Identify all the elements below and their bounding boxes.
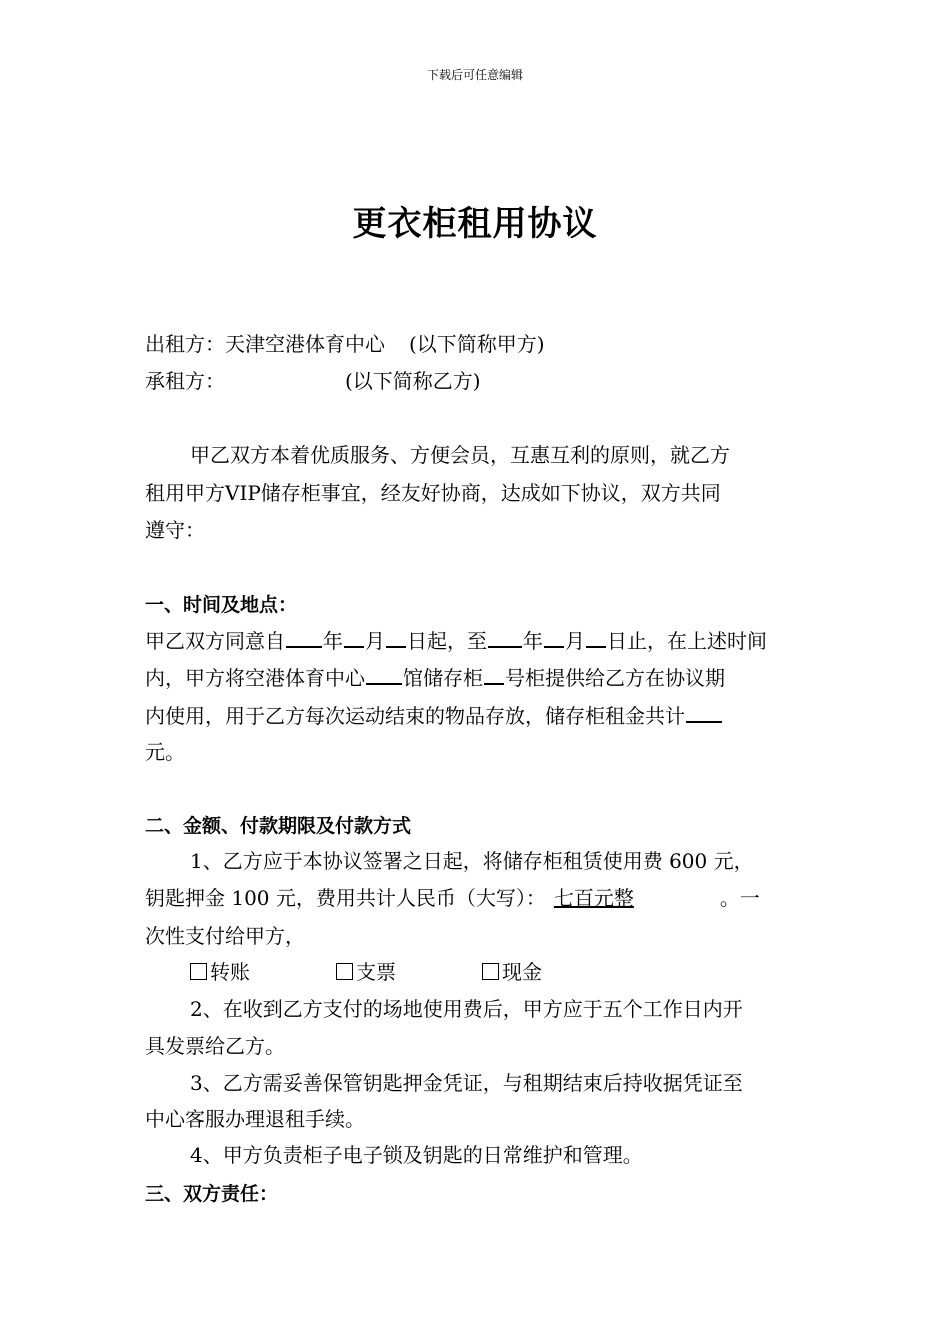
payment-option-transfer[interactable] [190,958,336,986]
lessor-abbr: (以下简称甲方) [409,332,545,356]
s1-l2-c: 号柜提供给乙方在协议期 [505,666,725,690]
blank-start-month[interactable] [344,626,364,648]
amount-in-words[interactable]: 七百元整 [553,886,634,910]
blank-start-year[interactable] [286,626,322,648]
lessor-line [145,330,545,358]
section2-p3-line-2: 中心客服办理退租手续。 [145,1107,365,1131]
s1-l2-a: 内，甲方将空港体育中心 [145,666,365,690]
section2-p2-line-2: 具发票给乙方。 [145,1034,285,1058]
document-title: 更衣柜租用协议 [352,204,598,244]
s1-l2-b: 馆储存柜 [403,666,483,690]
blank-end-year[interactable] [488,626,522,648]
lessee-abbr: (以下简称乙方) [345,369,481,393]
s1-month: 月 [365,629,385,653]
intro-line-2: 租用甲方VIP储存柜事宜，经友好协商，达成如下协议，双方共同 [145,481,721,505]
payment-option-cash[interactable] [482,960,542,984]
section3-heading: 三、双方责任： [145,1183,279,1205]
section2-p2-line-1: 2、在收到乙方支付的场地使用费后，甲方应于五个工作日内开 [190,997,743,1021]
option-transfer-label: 转账 [210,960,250,984]
checkbox-cash[interactable] [482,963,499,980]
intro-line-1: 甲乙双方本着优质服务、方便会员，互惠互利的原则，就乙方 [190,443,730,467]
section2-p4-line-1: 4、甲方负责柜子电子锁及钥匙的日常维护和管理。 [190,1143,643,1167]
section1-line-4: 元。 [145,740,185,764]
section2-p1-line-2 [145,884,760,912]
section2-p3-line-1: 3、乙方需妥善保管钥匙押金凭证，与租期结束后持收据凭证至 [190,1071,743,1095]
blank-start-day[interactable] [386,626,406,648]
lessee-line [145,367,481,395]
blank-end-month[interactable] [544,626,564,648]
s2-p1-l2-a: 钥匙押金 100 元，费用共计人民币（大写）： [145,886,546,910]
option-check-label: 支票 [356,960,396,984]
option-cash-label: 现金 [502,960,542,984]
s1-l3-a: 内使用，用于乙方每次运动结束的物品存放，储存柜租金共计 [145,704,685,728]
lessor-name: 天津空港体育中心 [225,332,385,356]
section2-p1-line-3: 次性支付给甲方， [145,924,305,948]
header-note: 下载后可任意编辑 [426,68,523,82]
section1-heading: 一、时间及地点： [145,594,298,616]
s1-year: 年 [323,629,343,653]
checkbox-check[interactable] [336,963,353,980]
lessor-label: 出租方： [145,332,225,356]
s1-year2: 年 [523,629,543,653]
checkbox-transfer[interactable] [190,963,207,980]
blank-rent-total[interactable] [686,701,722,723]
s1-from: 日起，至 [407,629,487,653]
lessee-label: 承租方： [145,369,225,393]
payment-options [190,958,542,986]
section1-line-2 [145,663,725,692]
blank-locker-no[interactable] [484,663,504,685]
s1-month2: 月 [565,629,585,653]
s1-to: 日止，在上述时间 [607,629,767,653]
blank-hall[interactable] [366,663,402,685]
section1-line-1 [145,626,767,655]
section2-heading: 二、金额、付款期限及付款方式 [145,815,412,837]
blank-end-day[interactable] [586,626,606,648]
section2-p1-line-1: 1、乙方应于本协议签署之日起，将储存柜租赁使用费 600 元， [190,849,754,873]
s1-text-a: 甲乙双方同意自 [145,629,285,653]
payment-option-check[interactable] [336,958,482,986]
s2-p1-l2-b: 。一 [719,886,760,910]
section1-line-3 [145,701,723,730]
intro-line-3: 遵守： [145,518,205,542]
